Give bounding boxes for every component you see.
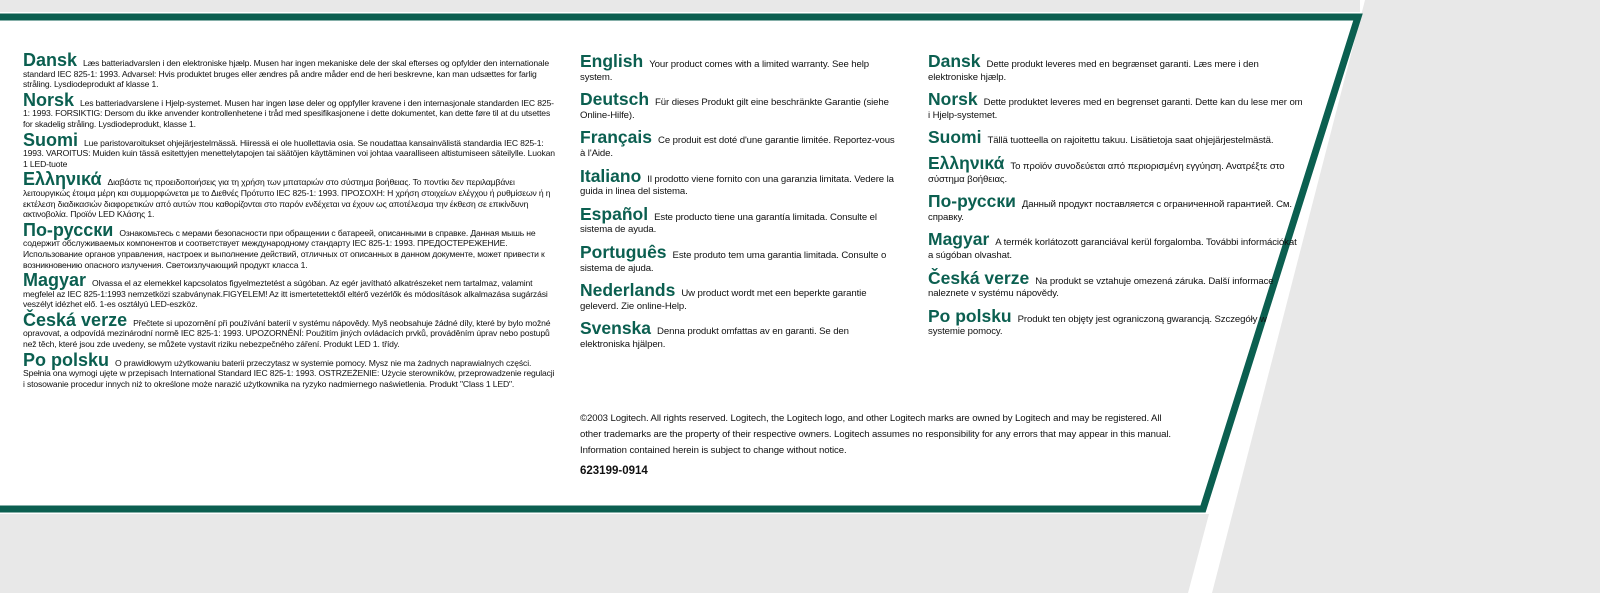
lang-label: Deutsch <box>580 89 650 110</box>
lang-label: Ελληνικά <box>23 169 102 190</box>
notice-text: Lue paristovaroitukset ohjejärjestelmässä. Hiiressä ei ole huollettavia osia. Se noudattaa kansainvälistä standardia IEC 825-1: 1993. VAROITUS: Muiden kuin tässä esitettyjen menettelytapojen tai säätöjen käyttäminen voi johtaa vaaralliseen altistumiseen säteilylle. Luokan 1 LED-tuote <box>23 137 555 169</box>
lang-label: Ελληνικά <box>928 152 1005 173</box>
lang-label: Norsk <box>928 89 978 110</box>
warranty-dansk <box>928 51 1303 84</box>
warranty-text: Uw product wordt met een beperkte garantie geleverd. Zie online-Help. <box>580 288 867 312</box>
warranty-text: Für dieses Produkt gilt eine beschränkte Garantie (siehe Online-Hilfe). <box>580 97 889 121</box>
warranty-text: Ce produit est doté d'une garantie limitée. Reportez-vous à l'Aide. <box>580 135 895 159</box>
lang-label: English <box>580 51 644 71</box>
battery-notice-norsk <box>23 89 555 130</box>
notice-text: Ознакомьтесь с мерами безопасности при обращении с батареей, описанными в справке. Данная мышь не содержит обслуживаемых компонентов и соответствует международному стандарту IEC 825-1: 1993. ПРЕДОСТЕРЕЖЕНИЕ. Использование органов управления, настроек и выполнение действий, отличных от описанных в данном документе, может привести к возникновению опасного излучения. Светоизлучающий продукт класса 1. <box>23 227 545 270</box>
warranty-polish <box>928 305 1303 339</box>
warranty-text: Tällä tuotteella on rajoitettu takuu. Lisätietoja saat ohjejärjestelmästä. <box>987 135 1274 147</box>
lang-label: По-русски <box>23 219 114 240</box>
warranty-text: Your product comes with a limited warranty. See help system. <box>580 59 870 83</box>
copyright-notice: ©2003 Logitech. All rights reserved. Logitech, the Logitech logo, and other Logitech marks are owned by Logitech and may be registered. All other trademarks are the property of their respective owners. Logitech assumes no responsibility for any errors that may appear in this manual. Information contained herein is subject to change without notice. <box>580 413 1171 456</box>
battery-notice-czech <box>23 309 555 350</box>
warranty-text: Данный продукт поставляется с ограниченной гарантией. См. справку. <box>928 199 1292 223</box>
battery-notice-dansk <box>23 50 555 90</box>
battery-notice-column <box>23 50 555 394</box>
warranty-column-1 <box>580 51 898 361</box>
warranty-norsk <box>928 89 1303 122</box>
warranty-text: Denna produkt omfattas av en garanti. Se den elektroniska hjälpen. <box>580 326 849 350</box>
lang-label: Suomi <box>928 127 982 148</box>
warranty-column-2 <box>928 51 1303 348</box>
warranty-russian <box>928 191 1303 224</box>
battery-notice-greek <box>23 169 555 220</box>
warranty-text: A termék korlátozott garanciával kerül forgalomba. További információkat a súgóban olvashat. <box>928 237 1297 261</box>
warranty-text: Το προϊόν συνοδεύεται από περιορισμένη εγγύηση. Ανατρέξτε στο σύστημα βοήθειας. <box>928 160 1285 185</box>
warranty-espanol <box>580 203 898 237</box>
lang-label: Norsk <box>23 89 75 110</box>
notice-text: O prawidłowym użytkowaniu baterii przeczytasz w systemie pomocy. Mysz nie ma żadnych naprawialnych części. Spełnia ona wymogi ujęte w przepisach International Standard IEC 825-1: 1993. OSTRZEŻENIE: Użycie sterowników, przeprowadzenie regulacji i stosowanie procedur innych niż to określone może narazić użytkownika na ryzyko nadmiernego naświetlenia. Produkt "Class 1 LED". <box>23 357 555 389</box>
warranty-nederlands <box>580 280 898 313</box>
warranty-text: Este produto tem uma garantia limitada. Consulte o sistema de ajuda. <box>580 249 887 274</box>
lang-label: Dansk <box>23 50 78 70</box>
lang-label: Português <box>580 241 667 262</box>
lang-label: Česká verze <box>23 309 128 330</box>
warranty-portugues <box>580 241 898 275</box>
lang-label: Dansk <box>928 51 981 71</box>
lang-label: Español <box>580 203 649 224</box>
lang-label: Svenska <box>580 318 652 339</box>
notice-text: Les batteriadvarslene i Hjelp-systemet. Musen har ingen løse deler og oppfyller kravene i den internasjonale standarden IEC 825-1: 1993. FORSIKTIG: Dersom du ikke anvender kontrollenhetene i tråd med spesifikasjonene i dette dokumentet, kan dette føre til at du utsettes for skadelig stråling. Lysdiodeprodukt, klasse 1. <box>23 97 554 129</box>
warranty-deutsch <box>580 89 898 122</box>
lang-label: Magyar <box>23 270 87 291</box>
lang-label: Suomi <box>23 129 79 150</box>
battery-notice-polish <box>23 349 555 390</box>
warranty-czech <box>928 267 1303 301</box>
lang-label: Po polsku <box>23 349 110 370</box>
warranty-magyar <box>928 229 1303 262</box>
warranty-text: Dette produkt leveres med en begrænset garanti. Læs mere i den elektroniske hjælp. <box>928 59 1259 83</box>
warranty-francais <box>580 127 898 160</box>
battery-notice-suomi <box>23 129 555 170</box>
notice-text: Læs batteriadvarslen i den elektroniske hjælp. Musen har ingen mekaniske dele der skal efterses og opfylder den internationale standard IEC 825-1: 1993. Advarsel: Hvis produktet bruges eller ændres på andre måder end de heri beskrevne, kan man udsættes for farlig stråling. Lysdiodeprodukt af klasse 1. <box>23 58 550 90</box>
warranty-text: Il prodotto viene fornito con una garanzia limitata. Vedere la guida in linea del sistema. <box>580 173 894 198</box>
part-number: 623199-0914 <box>580 465 648 477</box>
warranty-suomi <box>928 127 1303 148</box>
warranty-text: Dette produktet leveres med en begrenset garanti. Dette kan du lese mer om i Hjelp-systemet. <box>928 97 1303 121</box>
warranty-text: Na produkt se vztahuje omezená záruka. Další informace naleznete v systému nápovědy. <box>928 275 1274 300</box>
battery-notice-russian <box>23 219 555 270</box>
warranty-greek <box>928 152 1303 186</box>
warranty-svenska <box>580 318 898 351</box>
warranty-english <box>580 51 898 84</box>
notice-text: Olvassa el az elemekkel kapcsolatos figyelmeztetést a súgóban. Az egér javítható alkatrészeket nem tartalmaz, valamint megfelel az IEC 825-1:1993 nemzetközi szabványnak.FIGYELEM! Az itt ismertetettektől eltérő vezérlők és módosítások alkalmazása sugárzási veszélyt idézhet elő. 1-es osztályú LED-eszköz. <box>23 278 548 310</box>
top-band <box>0 0 1360 12</box>
lang-label: Nederlands <box>580 280 676 301</box>
lang-label: Français <box>580 127 652 148</box>
notice-text: Διαβάστε τις προειδοποιήσεις για τη χρήση των μπαταριών στο σύστημα βοήθειας. Το ποντίκι δεν περιλαμβάνει λειτουργικώς έτοιμα μέρη και συμμορφώνεται με το Διεθνές Πρότυπο IEC 825-1: 1993. ΠΡΟΣΟΧΗ: Η χρήση στοιχείων ελέγχου ή ρυθμίσεων ή η εκτέλεση διαδικασιών διαφορετικών από αυτών που καθορίζονται στο παρόν ενδέχεται να έχουν ως αποτέλεσμα την έκθεση σε επικίνδυνη ακτινοβολία. Προϊόν LED Κλάσης 1. <box>23 177 551 220</box>
bottom-band <box>0 514 1209 593</box>
notice-text: Přečtete si upozornění při používání baterií v systému nápovědy. Myš neobsahuje žádné díly, které by bylo možné opravovat, a odpovídá mezinárodní normě IEC 825-1: 1993. UPOZORNĚNÍ: Použitím jiných ovládacích prvků, prováděním úprav nebo postupů než těch, které jsou zde uvedeny, se můžete vystavit riziku nebezpečného záření. Produkt LED 1. třídy. <box>23 317 551 350</box>
lang-label: Italiano <box>580 165 642 186</box>
battery-notice-magyar <box>23 270 555 310</box>
warranty-text: Este producto tiene una garantía limitada. Consulte el sistema de ayuda. <box>580 211 877 236</box>
lang-label: Česká verze <box>928 267 1030 288</box>
lang-label: Po polsku <box>928 305 1012 326</box>
lang-label: По-русски <box>928 191 1016 212</box>
lang-label: Magyar <box>928 229 990 250</box>
warranty-text: Produkt ten objęty jest ograniczoną gwarancją. Szczegóły w systemie pomocy. <box>928 313 1267 338</box>
warranty-italiano <box>580 165 898 199</box>
